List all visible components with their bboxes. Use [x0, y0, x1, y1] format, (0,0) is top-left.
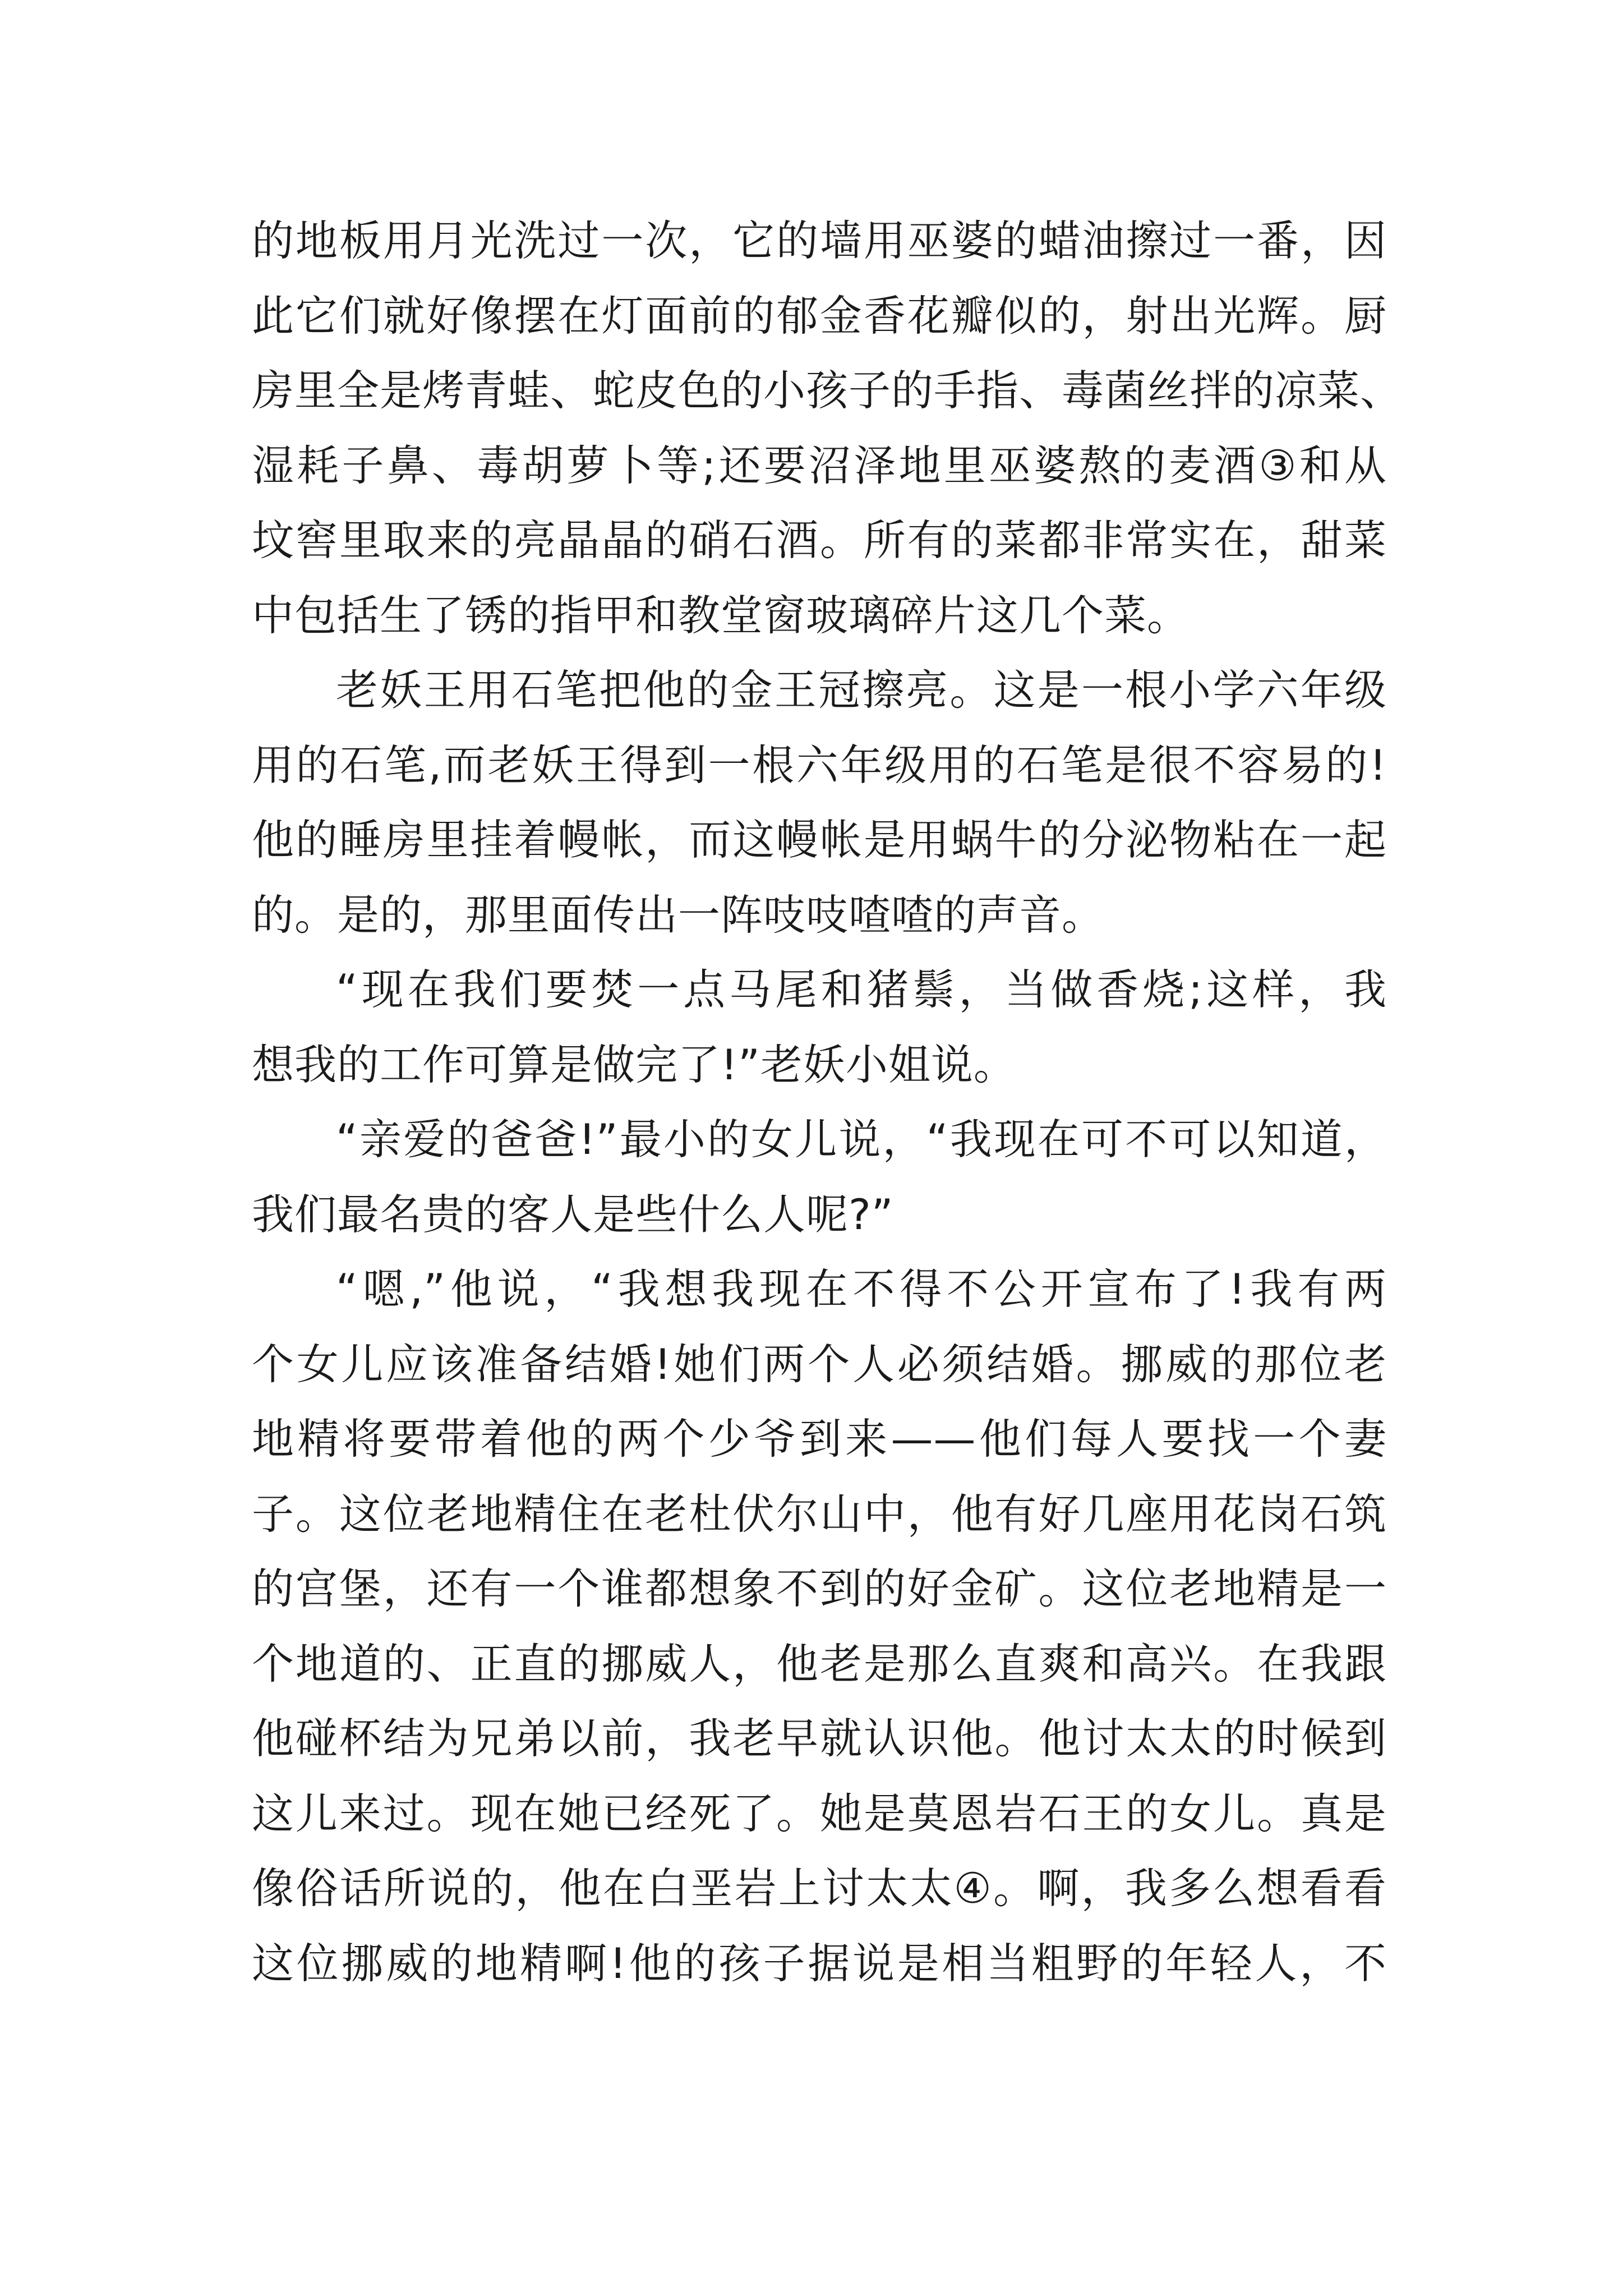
text-line: 子。这位老地精住在老杜伏尔山中，他有好几座用花岗石筑 — [252, 1489, 1387, 1539]
text-line: 地精将要带着他的两个少爷到来——他们每人要找一个妻 — [252, 1414, 1387, 1464]
body-text — [252, 204, 1403, 2001]
text-line: 像俗话所说的，他在白垩岩上讨太太④。啊，我多么想看看 — [252, 1864, 1387, 1913]
text-line: 中包括生了锈的指甲和教堂窗玻璃碎片这几个菜。 — [252, 590, 1190, 640]
text-line: 想我的工作可算是做完了!”老妖小姐说。 — [252, 1039, 1016, 1089]
text-line: 他碰杯结为兄弟以前，我老早就认识他。他讨太太的时候到 — [252, 1714, 1387, 1763]
text-line: 个地道的、正直的挪威人，他老是那么直爽和高兴。在我跟 — [252, 1639, 1387, 1688]
paragraph-first-line: “现在我们要焚一点马尾和猪鬃，当做香烧;这样，我 — [336, 965, 1387, 1014]
text-line: 房里全是烤青蛙、蛇皮色的小孩子的手指、毒菌丝拌的凉菜、 — [252, 366, 1403, 415]
text-line: 这位挪威的地精啊!他的孩子据说是相当粗野的年轻人，不 — [252, 1938, 1387, 1988]
text-line: 我们最名贵的客人是些什么人呢?” — [252, 1189, 894, 1239]
text-line: 个女儿应该准备结婚!她们两个人必须结婚。挪威的那位老 — [252, 1339, 1387, 1389]
paragraph-first-line: “亲爱的爸爸!”最小的女儿说，“我现在可不可以知道， — [336, 1115, 1387, 1164]
text-line: 的宫堡，还有一个谁都想象不到的好金矿。这位老地精是一 — [252, 1564, 1387, 1613]
text-line: 的。是的，那里面传出一阵吱吱喳喳的声音。 — [252, 890, 1105, 940]
text-line: 他的睡房里挂着幔帐，而这幔帐是用蜗牛的分泌物粘在一起 — [252, 815, 1387, 864]
text-line: 这儿来过。现在她已经死了。她是莫恩岩石王的女儿。真是 — [252, 1788, 1387, 1838]
text-line: 坟窖里取来的亮晶晶的硝石酒。所有的菜都非常实在，甜菜 — [252, 516, 1387, 565]
text-line: 此它们就好像摆在灯面前的郁金香花瓣似的，射出光辉。厨 — [252, 291, 1387, 341]
text-line: 的地板用月光洗过一次，它的墙用巫婆的蜡油擦过一番，因 — [252, 216, 1387, 265]
text-line: 湿耗子鼻、毒胡萝卜等;还要沼泽地里巫婆熬的麦酒③和从 — [252, 440, 1387, 490]
paragraph-first-line: 老妖王用石笔把他的金王冠擦亮。这是一根小学六年级 — [336, 665, 1387, 715]
paragraph-first-line: “嗯,”他说，“我想我现在不得不公开宣布了!我有两 — [336, 1264, 1387, 1314]
text-line: 用的石笔,而老妖王得到一根六年级用的石笔是很不容易的! — [252, 740, 1387, 790]
